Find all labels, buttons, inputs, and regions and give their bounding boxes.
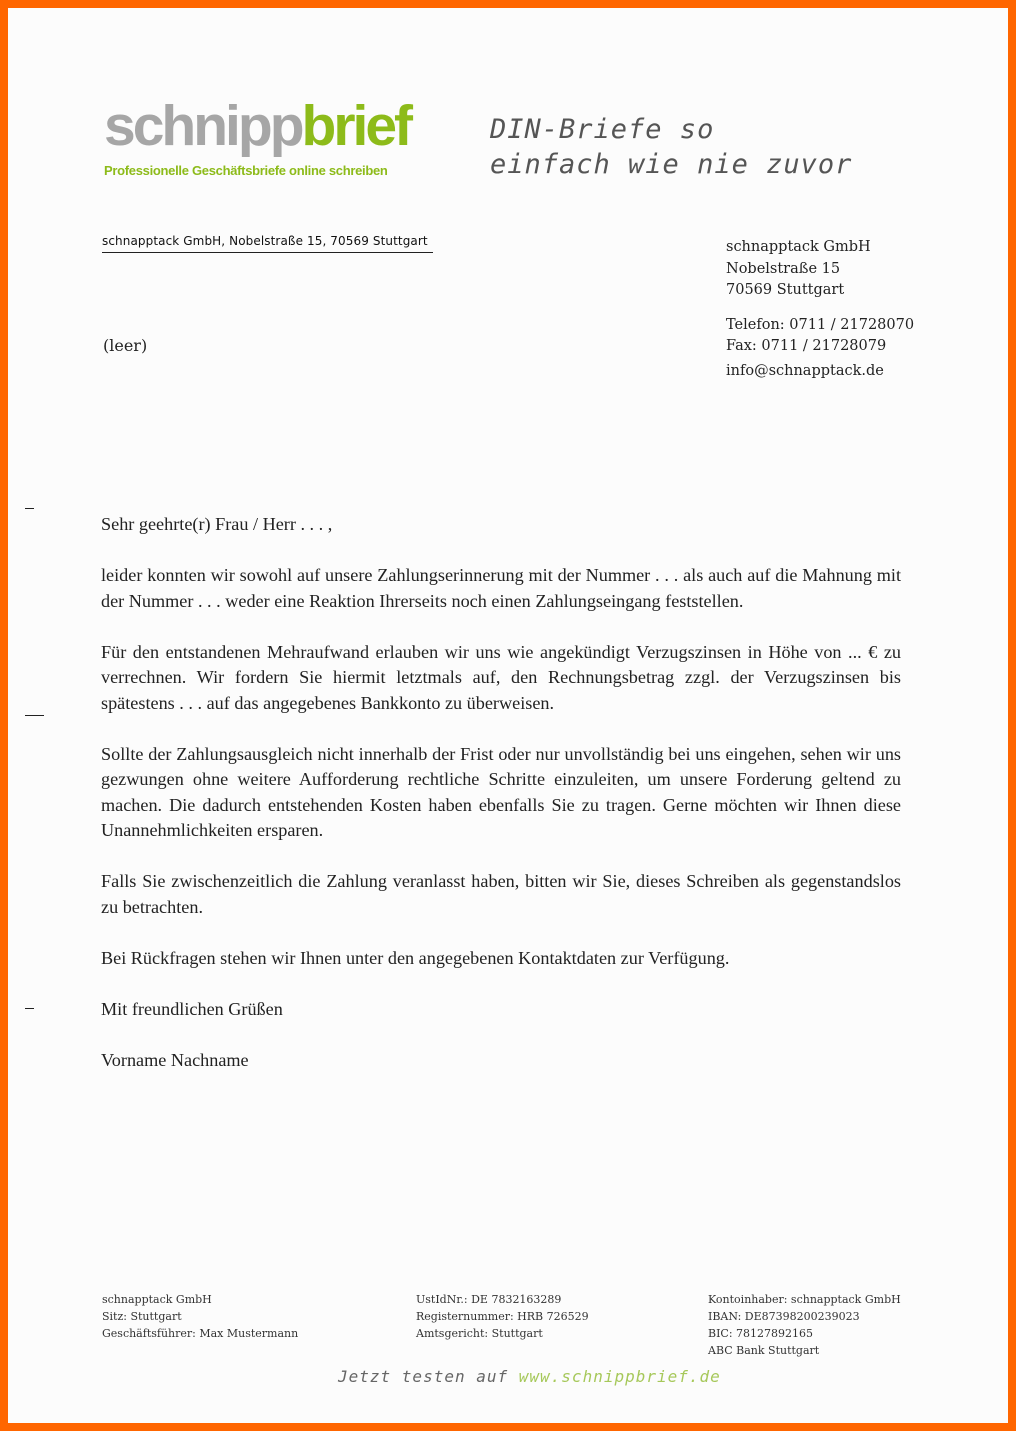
body-paragraph: leider konnten wir sowohl auf unsere Zahlungserinnerung mit der Nummer . . . als auch auf die Mahnung mit der Nummer . . . weder eine Reaktion Ihrerseits noch einen Zahlungseingang feststellen. (101, 565, 901, 611)
slogan-line-2: einfach wie nie zuvor (490, 149, 853, 180)
letter-body (101, 512, 901, 1099)
sender-street: Nobelstraße 15 (726, 260, 841, 277)
brand-tagline: Professionelle Geschäftsbriefe online schreiben (104, 163, 388, 178)
fold-mark-top (25, 508, 34, 509)
sender-email: info@schnapptack.de (726, 362, 884, 379)
footer-line: ABC Bank Stuttgart (708, 1344, 820, 1357)
footer-line: Amtsgericht: Stuttgart (416, 1327, 543, 1340)
brand-logo (104, 96, 410, 156)
footer-line: Registernummer: HRB 726529 (416, 1310, 589, 1323)
footer-registration-info (416, 1291, 589, 1342)
fold-mark-bottom (25, 1008, 34, 1009)
sender-company: schnapptack GmbH (726, 239, 871, 255)
footer-line: IBAN: DE87398200239023 (708, 1310, 860, 1323)
punch-mark-middle (25, 715, 44, 716)
sender-city: 70569 Stuttgart (726, 282, 845, 298)
body-paragraph: Sollte der Zahlungsausgleich nicht innerhalb der Frist oder nur unvollständig bei uns eingehen, sehen wir uns gezwungen ohne weitere Aufforderung rechtliche Schritte einzuleiten, um unsere Forderung geltend zu machen. Die dadurch entstehenden Kosten haben ebenfalls Sie zu tragen. Gerne möchten wir Ihnen diese Unannehmlichkeiten ersparen. (101, 743, 901, 840)
sender-fax: Fax: 0711 / 21728079 (726, 338, 887, 354)
body-paragraph: Für den entstandenen Mehraufwand erlauben wir uns wie angekündigt Verzugszinsen in Höhe von ... € zu verrechnen. Wir fordern Sie hiermit letztmals auf, den Rechnungsbetrag zzgl. der Verzugszinsen bis spätestens . . . auf das angegebenes Bankkonto zu überweisen. (101, 641, 901, 713)
letter-page (8, 8, 1008, 1423)
footer-line: Geschäftsführer: Max Mustermann (102, 1327, 299, 1340)
sender-phone: Telefon: 0711 / 21728070 (726, 316, 915, 333)
footer-line: BIC: 78127892165 (708, 1327, 814, 1340)
signature: Vorname Nachname (101, 1049, 249, 1070)
footer-line: schnapptack GmbH (102, 1293, 212, 1306)
footer-company-info (102, 1291, 298, 1342)
cta-url-link[interactable]: www.schnippbrief.de (518, 1367, 721, 1386)
footer-line: UstIdNr.: DE 7832163289 (416, 1293, 562, 1306)
cta-prefix: Jetzt testen auf (338, 1367, 509, 1386)
cta-line (338, 1367, 721, 1386)
recipient-address: (leer) (103, 336, 148, 355)
footer-bank-info (708, 1291, 901, 1359)
logo-part-grey: schnipp (104, 94, 302, 158)
body-paragraph: Bei Rückfragen stehen wir Ihnen unter den angegebenen Kontaktdaten zur Verfügung. (101, 947, 730, 968)
closing: Mit freundlichen Grüßen (101, 998, 283, 1019)
slogan-line-1: DIN-Briefe so (490, 114, 715, 145)
sender-block (726, 237, 914, 382)
salutation: Sehr geehrte(r) Frau / Herr . . . , (101, 514, 333, 534)
return-address: schnapptack GmbH, Nobelstraße 15, 70569 Stuttgart (102, 234, 433, 253)
footer-line: Kontoinhaber: schnapptack GmbH (708, 1293, 901, 1306)
body-paragraph: Falls Sie zwischenzeitlich die Zahlung veranlasst haben, bitten wir Sie, dieses Schreiben als gegenstandslos zu betrachten. (101, 871, 901, 917)
footer-line: Sitz: Stuttgart (102, 1310, 182, 1323)
logo-part-green: brief (301, 94, 411, 158)
slogan (490, 112, 852, 182)
